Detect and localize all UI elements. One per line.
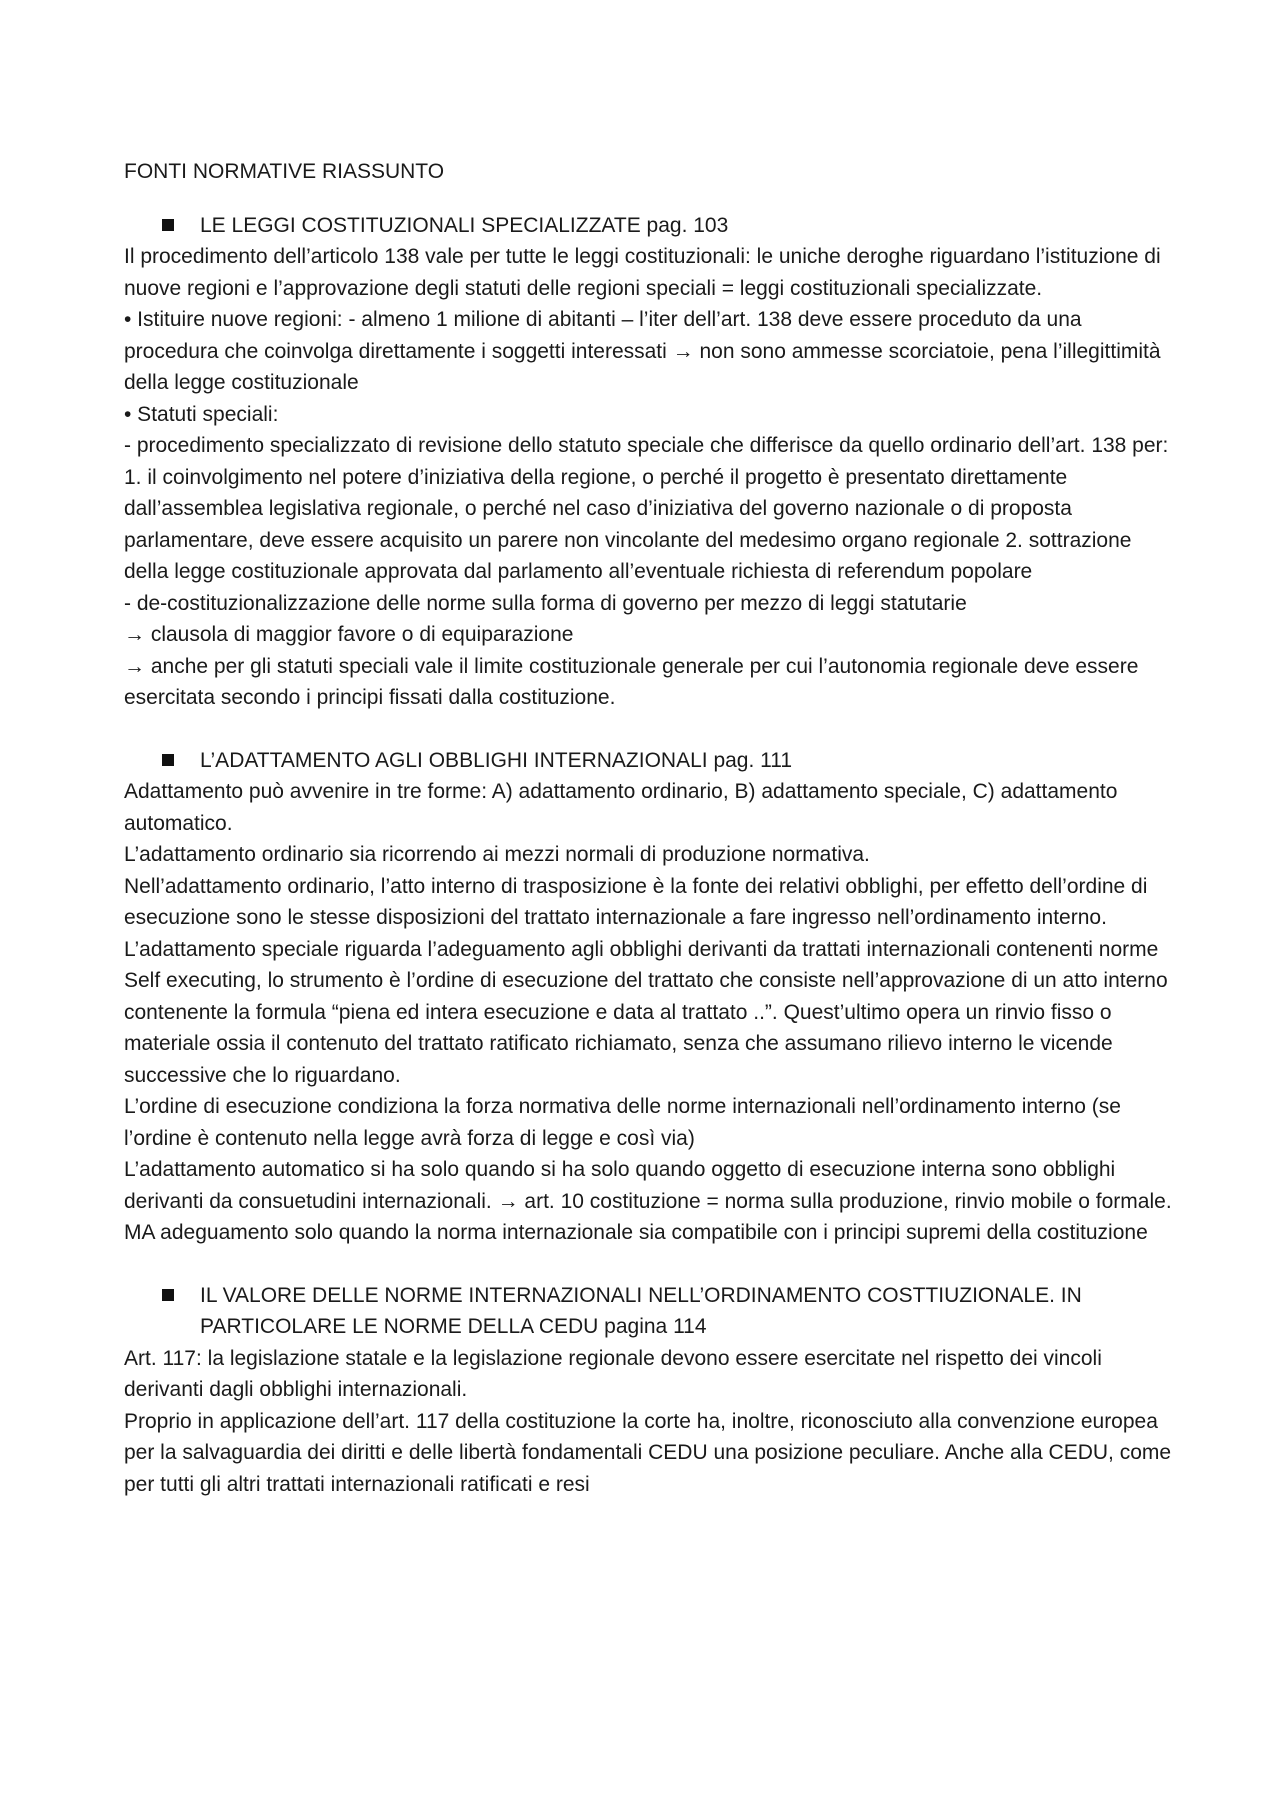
section-heading [124, 1280, 1174, 1343]
document-page [124, 156, 1174, 1531]
section-heading [124, 745, 1174, 777]
square-bullet-icon [162, 754, 174, 766]
paragraph: • Statuti speciali: [124, 402, 279, 426]
paragraph: - de-costituzionalizzazione delle norme sulla forma di governo per mezzo di leggi statutarie [124, 591, 967, 615]
section-heading-text: IL VALORE DELLE NORME INTERNAZIONALI NELL’ORDINAMENTO COSTTIUZIONALE. IN PARTICOLARE LE NORME DELLA CEDU pagina 114 [200, 1283, 1082, 1338]
section-norme-internazionali-cedu [124, 1280, 1174, 1501]
section-adattamento-obblighi [124, 745, 1174, 1249]
paragraph: • Istituire nuove regioni: - almeno 1 milione di abitanti – l’iter dell’art. 138 deve essere proceduto da una procedura che coinvolga direttamente i soggetti interessati → non sono ammesse scorciatoie, pena l’illegittimità della legge costituzionale [124, 308, 1161, 394]
paragraph: L’ordine di esecuzione condiziona la forza normativa delle norme internazionali nell’ordinamento interno (se l’ordine è contenuto nella legge avrà forza di legge e così via) [124, 1095, 1121, 1150]
paragraph: - procedimento specializzato di revisione dello statuto speciale che differisce da quello ordinario dell’art. 138 per: 1. il coinvolgimento nel potere d’iniziativa della regione, o perché il progetto è presentato direttamente dall’assemblea legislativa regionale, o perché nel caso d’iniziativa del governo nazionale o di proposta parlamentare, deve essere acquisito un parere non vincolante del medesimo organo regionale 2. sottrazione della legge costituzionale approvata dal parlamento all’eventuale richiesta di referendum popolare [124, 434, 1169, 583]
section-heading-text: LE LEGGI COSTITUZIONALI SPECIALIZZATE pag. 103 [200, 213, 729, 237]
section-heading-text: L’ADATTAMENTO AGLI OBBLIGHI INTERNAZIONALI pag. 111 [200, 748, 793, 772]
paragraph: Adattamento può avvenire in tre forme: A) adattamento ordinario, B) adattamento speciale, C) adattamento automatico. [124, 780, 1118, 835]
paragraph: → anche per gli statuti speciali vale il limite costituzionale generale per cui l’autonomia regionale deve essere esercitata secondo i principi fissati dalla costituzione. [124, 654, 1139, 709]
section-heading [124, 210, 1174, 242]
paragraph: → clausola di maggior favore o di equiparazione [124, 623, 574, 646]
paragraph: Nell’adattamento ordinario, l’atto interno di trasposizione è la fonte dei relativi obblighi, per effetto dell’ordine di esecuzione sono le stesse disposizioni del trattato internazionale a fare ingresso nell’ordinamento interno. [124, 874, 1148, 929]
paragraph: L’adattamento speciale riguarda l’adeguamento agli obblighi derivanti da trattati internazionali contenenti norme Self executing, lo strumento è l’ordine di esecuzione del trattato che consiste nell’approvazione di un atto interno contenente la formula “piena ed intera esecuzione e data al trattato ..”. Quest’ultimo opera un rinvio fisso o materiale ossia il contenuto del trattato ratificato richiamato, senza che assumano rilievo interno le vicende successive che lo riguardano. [124, 937, 1168, 1087]
paragraph: Proprio in applicazione dell’art. 117 della costituzione la corte ha, inoltre, riconosciuto alla convenzione europea per la salvaguardia dei diritti e delle libertà fondamentali CEDU una posizione peculiare. Anche alla CEDU, come per tutti gli altri trattati internazionali ratificati e resi [124, 1409, 1172, 1496]
square-bullet-icon [162, 1289, 174, 1301]
paragraph: L’adattamento automatico si ha solo quando si ha solo quando oggetto di esecuzione interna sono obblighi derivanti da consuetudini internazionali. → art. 10 costituzione = norma sulla produzione, rinvio mobile o formale. MA adeguamento solo quando la norma internazionale sia compatibile con i principi supremi della costituzione [124, 1158, 1172, 1244]
document-title: FONTI NORMATIVE RIASSUNTO [124, 160, 445, 183]
paragraph: L’adattamento ordinario sia ricorrendo ai mezzi normali di produzione normativa. [124, 843, 870, 866]
paragraph: Il procedimento dell’articolo 138 vale per tutte le leggi costituzionali: le uniche deroghe riguardano l’istituzione di nuove regioni e l’approvazione degli statuti delle regioni speciali = leggi costituzionali specializzate. [124, 245, 1161, 300]
paragraph: Art. 117: la legislazione statale e la legislazione regionale devono essere esercitate nel rispetto dei vincoli derivanti dagli obblighi internazionali. [124, 1346, 1102, 1401]
square-bullet-icon [162, 219, 174, 231]
section-leggi-costituzionali [124, 210, 1174, 714]
